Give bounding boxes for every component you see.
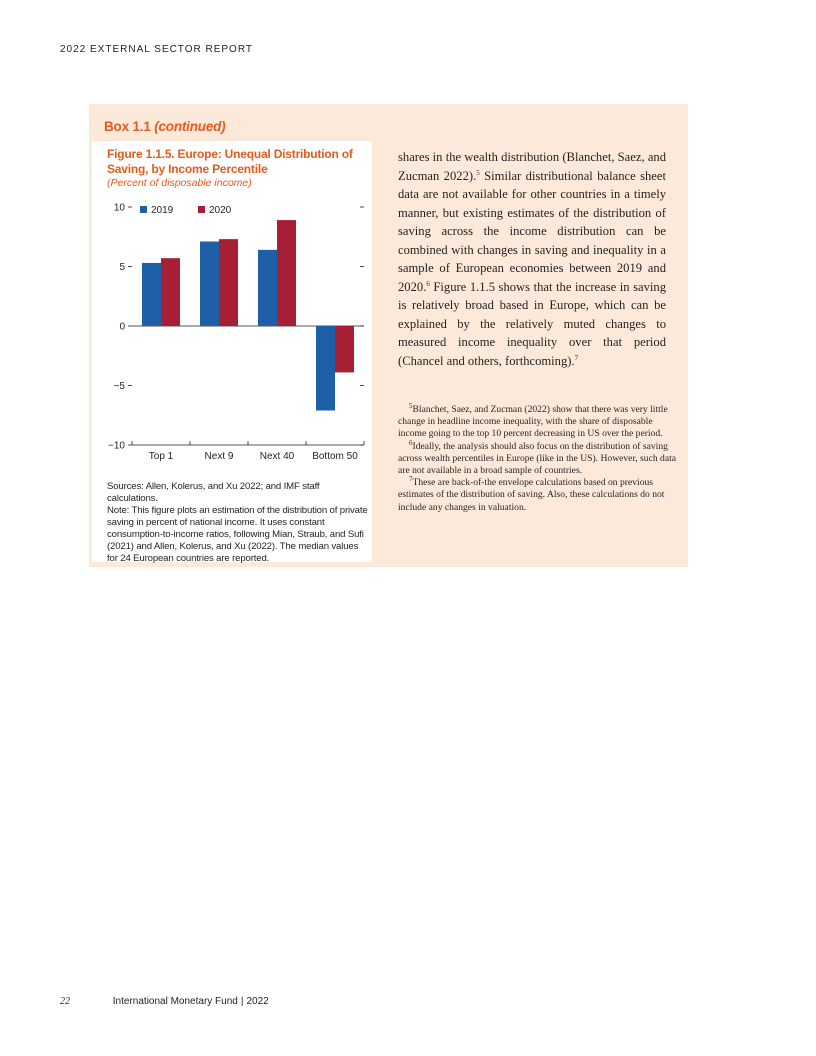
bar-2020-next-9 bbox=[219, 239, 238, 326]
footnote-7 bbox=[398, 477, 676, 514]
x-tick-label: Top 1 bbox=[148, 451, 174, 462]
footnote-text: Ideally, the analysis should also focus on the distribution of saving across wealth percentiles in Europe (like in the US). However, such data are not available in a broad sample of countries. bbox=[398, 440, 677, 477]
footnote-6 bbox=[398, 438, 677, 478]
body-segment-1: shares in the wealth distribution (Blanchet, Saez, and Zucman 2022). bbox=[398, 150, 666, 183]
publication-year: 2022 bbox=[246, 996, 269, 1007]
footnote-marker: 5 bbox=[409, 401, 413, 410]
y-tick-label: 0 bbox=[119, 321, 125, 333]
bar-2019-top-1 bbox=[142, 263, 161, 326]
note-text: Note: This figure plots an estimation of the distribution of private saving in percent of national income. It uses constant consumption-to-income ratios, following Mian, Straub, and Sufi (2021) and Allen, Kolerus, and Xu (2022). The median values for 24 European countries are reported. bbox=[107, 505, 368, 564]
figure-sources bbox=[107, 481, 369, 565]
footnote-ref-6[interactable]: 6 bbox=[426, 279, 430, 288]
bar-2020-top-1 bbox=[161, 258, 180, 326]
bar-chart bbox=[92, 141, 372, 481]
y-tick-label: −10 bbox=[108, 440, 125, 452]
x-tick-label: Bottom 50 bbox=[312, 451, 358, 462]
footnote-marker: 6 bbox=[409, 438, 413, 447]
footnote-text: These are back-of-the envelope calculations based on previous estimates of the distribution of saving. Also, these calculations do not include any changes in valuation. bbox=[398, 477, 665, 513]
footnotes bbox=[398, 401, 677, 514]
legend-label-2019: 2019 bbox=[151, 205, 174, 216]
page-number: 22 bbox=[60, 996, 70, 1007]
legend-label-2020: 2020 bbox=[209, 205, 232, 216]
bar-2020-bottom-50 bbox=[335, 326, 354, 372]
body-paragraph bbox=[398, 148, 666, 370]
footnote-ref-7[interactable]: 7 bbox=[574, 353, 579, 362]
box-continued: (continued) bbox=[154, 119, 226, 134]
y-tick-label: 5 bbox=[119, 262, 125, 273]
page-footer bbox=[60, 996, 269, 1007]
publisher-name: International Monetary Fund bbox=[112, 996, 238, 1007]
y-tick-label: −5 bbox=[113, 381, 125, 392]
legend-swatch-2020 bbox=[198, 206, 205, 213]
footer-separator: | bbox=[240, 996, 244, 1007]
box-label: Box 1.1 bbox=[104, 119, 151, 134]
box-1-1 bbox=[89, 104, 688, 567]
footnote-5 bbox=[398, 401, 676, 441]
body-segment-3: Figure 1.1.5 shows that the increase in saving is relatively broad based in Europe, which can be explained by the relatively muted changes to measured income inequality over that period (Chancel and others, forthcoming). bbox=[398, 279, 666, 368]
running-header: 2022 EXTERNAL SECTOR REPORT bbox=[60, 44, 253, 55]
figure-subtitle: (Percent of disposable income) bbox=[107, 177, 252, 189]
bar-2019-next-40 bbox=[258, 250, 277, 326]
x-tick-label: Next 40 bbox=[259, 451, 295, 462]
bar-2019-bottom-50 bbox=[316, 326, 335, 410]
bar-2019-next-9 bbox=[200, 242, 219, 326]
sources-text: Sources: Allen, Kolerus, and Xu 2022; and IMF staff calculations. bbox=[107, 481, 320, 504]
footnote-ref-5[interactable]: 5 bbox=[476, 168, 480, 177]
footnote-marker: 7 bbox=[409, 475, 413, 484]
bar-2020-next-40 bbox=[277, 220, 296, 326]
legend-swatch-2019 bbox=[140, 206, 147, 213]
x-tick-label: Next 9 bbox=[204, 451, 234, 462]
body-segment-2: Similar distributional balance sheet data are not available for other countries in a timely manner, but existing estimates of the distribution of saving across the income distribution can be combined with changes in saving and inequality in a sample of European economies between 2019 and 2020. bbox=[398, 168, 666, 294]
footnote-text: Blanchet, Saez, and Zucman (2022) show that there was very little change in headline income inequality, with the share of disposable income going to the top 10 percent decreasing in US over the period. bbox=[398, 404, 668, 440]
figure-title: Figure 1.1.5. Europe: Unequal Distribution of Saving, by Income Percentile bbox=[107, 147, 353, 176]
y-tick-label: 10 bbox=[113, 202, 125, 214]
figure-panel bbox=[92, 141, 372, 562]
box-title bbox=[104, 119, 225, 134]
body-text bbox=[398, 148, 666, 370]
